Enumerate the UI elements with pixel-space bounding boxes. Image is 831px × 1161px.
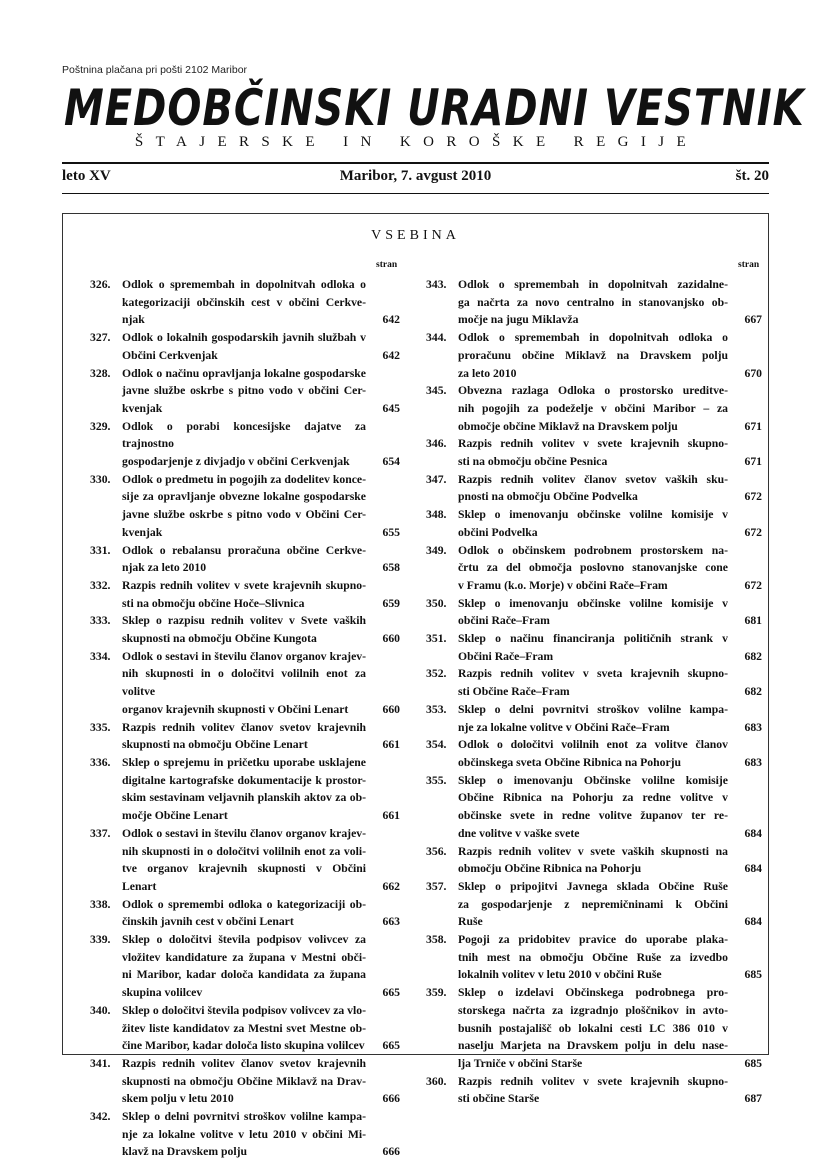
toc-entry-page: 684 <box>744 826 762 840</box>
toc-entry-line: storskega načrta za izgradnjo ploščnikov in avto- <box>458 1003 728 1017</box>
toc-entry-line: Odlok o spremembi odloka o kategorizaciji ob- <box>122 897 366 911</box>
toc-entry[interactable] <box>426 382 762 435</box>
toc-entry[interactable] <box>426 630 762 665</box>
toc-entry-line: ga načrta za novo centralno in stanovanjsko ob- <box>458 295 728 309</box>
toc-entry-title <box>458 435 762 470</box>
toc-entry-line: tnih mest na območju Občine Ruše za izvedbo <box>458 950 728 964</box>
toc-entry[interactable] <box>426 506 762 541</box>
toc-entry-number: 356. <box>426 844 447 858</box>
toc-entry-line: tve organov krajevnih skupnosti v Občini Lenart <box>122 862 366 893</box>
toc-entry[interactable] <box>426 595 762 630</box>
toc-right-column <box>426 276 762 1108</box>
toc-entry-line: Sklep o delni povrnitvi stroškov volilne kampa- <box>458 702 728 716</box>
toc-entry[interactable] <box>426 931 762 984</box>
toc-entry-page: 662 <box>382 879 400 893</box>
toc-entry-line: Odlok o sestavi in številu članov organov krajev- <box>122 826 366 840</box>
toc-entry[interactable] <box>426 542 762 595</box>
toc-entry-number: 338. <box>90 897 111 911</box>
toc-entry-number: 358. <box>426 933 447 947</box>
toc-entry-line: žitev liste kandidatov za Mestni svet Mestne ob- <box>122 1021 366 1035</box>
publication-title: MEDOBČINSKI URADNI VESTNIK <box>64 80 805 138</box>
top-rule <box>62 162 769 164</box>
toc-entry-page: 661 <box>382 738 400 752</box>
toc-entry-number: 330. <box>90 472 111 486</box>
toc-entry-number: 329. <box>90 419 111 433</box>
toc-entry-number: 337. <box>90 826 111 840</box>
toc-entry-number: 350. <box>426 596 447 610</box>
toc-entry-title <box>122 825 400 896</box>
bottom-rule <box>62 193 769 194</box>
publication-subtitle: ŠTAJERSKE IN KOROŠKE REGIJE <box>134 134 699 150</box>
toc-entry-page: 671 <box>744 419 762 433</box>
toc-entry-title <box>122 896 400 931</box>
toc-entry-line: skupina volilcev <box>122 986 203 1000</box>
toc-entry-number: 359. <box>426 986 447 1000</box>
toc-entry-line: pnosti na območju Občine Podvelka <box>458 490 638 504</box>
toc-entry-title <box>122 719 400 754</box>
toc-entry-line: nih pogojih za podeželje v občini Maribor – za <box>458 401 728 415</box>
toc-entry-line: Pogoji za pridobitev pravice do uporabe plaka- <box>458 933 728 947</box>
toc-entry-line: območju Občine Ribnica na Pohorju <box>458 862 642 876</box>
toc-entry-number: 343. <box>426 278 447 291</box>
toc-entry-number: 339. <box>90 933 111 947</box>
toc-entry-page: 660 <box>382 702 400 716</box>
toc-entry[interactable] <box>92 754 400 825</box>
toc-entry-line: Sklep o imenovanju Občinske volilne komisije <box>458 773 728 787</box>
toc-entry-line: za leto 2010 <box>458 366 517 380</box>
toc-entry-line: dne volitve v vaške svete <box>458 826 580 840</box>
toc-entry-line: Sklep o načinu financiranja političnih strank v <box>458 632 728 646</box>
toc-entry-page: 666 <box>382 1145 400 1159</box>
toc-entry-line: činskih javnih cest v občini Lenart <box>122 915 294 929</box>
toc-entry-line: kvenjak <box>122 401 163 415</box>
toc-entry-page: 683 <box>744 755 762 769</box>
toc-entry-line: Odlok o rebalansu proračuna občine Cerkve- <box>122 543 366 557</box>
toc-entry-line: občini Podvelka <box>458 525 538 539</box>
volume-year: leto XV <box>62 168 111 184</box>
toc-entry[interactable] <box>426 878 762 931</box>
toc-entry-line: sti na območju občine Pesnica <box>458 455 608 469</box>
toc-entry-line: Sklep o imenovanju občinske volilne komisije v <box>458 508 728 522</box>
toc-entry-number: 357. <box>426 879 447 893</box>
toc-entry[interactable] <box>92 719 400 754</box>
toc-entry-page: 682 <box>744 685 762 699</box>
toc-entry-title <box>458 382 762 435</box>
toc-entry-title <box>458 772 762 843</box>
toc-entry-line: Sklep o sprejemu in pričetku uporabe usklajene <box>122 755 366 769</box>
toc-entry-line: Občine Ribnica na Pohorju za redne volitve v <box>458 791 728 805</box>
toc-entry-number: 353. <box>426 702 447 716</box>
toc-entry-line: Sklep o razpisu rednih volitev v Svete vaških <box>122 614 366 628</box>
toc-heading: VSEBINA <box>371 228 460 243</box>
toc-entry-page: 642 <box>382 313 400 327</box>
toc-entry[interactable] <box>92 365 400 418</box>
toc-entry-page: 672 <box>744 490 762 504</box>
toc-entry-line: kvenjak <box>122 525 163 539</box>
toc-entry-line: sti na območju občine Hoče–Slivnica <box>122 596 305 610</box>
toc-entry[interactable] <box>92 1108 400 1161</box>
toc-entry-title <box>458 843 762 878</box>
toc-entry-title <box>458 984 762 1073</box>
toc-entry[interactable] <box>92 329 400 364</box>
toc-entry-title <box>458 506 762 541</box>
toc-entry[interactable] <box>92 1002 400 1055</box>
toc-entry-title <box>122 329 400 364</box>
toc-entry-title <box>122 542 400 577</box>
toc-entry[interactable] <box>92 276 400 329</box>
toc-entry-line: Sklep o delni povrnitvi stroškov volilne kampa- <box>122 1110 366 1124</box>
toc-entry-line: klavž na Dravskem polju <box>122 1145 248 1159</box>
toc-entry-number: 354. <box>426 738 447 752</box>
toc-entry-page: 645 <box>382 401 400 415</box>
toc-entry[interactable] <box>426 435 762 470</box>
toc-entry-page: 666 <box>382 1092 400 1106</box>
toc-entry-page: 654 <box>382 455 400 469</box>
toc-entry-number: 349. <box>426 543 447 557</box>
toc-entry-title <box>122 418 400 471</box>
toc-entry-title <box>122 276 400 329</box>
toc-entry[interactable] <box>92 648 400 719</box>
toc-entry-line: sti občine Starše <box>458 1092 540 1106</box>
toc-entry-line: skupnosti na območju Občine Lenart <box>122 738 308 752</box>
toc-entry-line: digitalne kartografske dokumentacije k prostor- <box>122 773 366 787</box>
toc-entry-number: 333. <box>90 614 111 628</box>
toc-entry-number: 360. <box>426 1074 447 1088</box>
toc-entry-line: za gospodarjenje z nepremičninami k Občini <box>458 897 728 911</box>
toc-entry-page: 665 <box>382 986 400 1000</box>
toc-entry-page: 667 <box>744 313 762 327</box>
toc-entry-line: Razpis rednih volitev članov svetov krajevnih <box>122 1056 366 1070</box>
toc-entry-line: občinskega sveta Občine Ribnica na Pohorju <box>458 755 682 769</box>
page-column-label-left: stran <box>376 260 398 270</box>
toc-entry[interactable] <box>92 931 400 1002</box>
toc-entry-page: 685 <box>744 968 762 982</box>
toc-entry-number: 326. <box>90 278 111 291</box>
toc-entry-line: Odlok o predmetu in pogojih za dodelitev konce- <box>122 472 366 486</box>
toc-entry-line: ni Maribor, kadar določa kandidata za župana <box>122 968 366 982</box>
toc-entry-line: Razpis rednih volitev v svete vaških skupnosti na <box>458 844 728 858</box>
toc-entry-line: Ruše <box>458 915 483 929</box>
toc-entry-line: Razpis rednih volitev v svete krajevnih skupno- <box>458 437 728 451</box>
toc-entry-line: Odlok o načinu opravljanja lokalne gospodarske <box>122 366 366 380</box>
toc-entry-line: njak <box>122 313 145 327</box>
toc-entry-page: 682 <box>744 649 762 663</box>
toc-left-column <box>92 276 400 1161</box>
toc-entry-page: 687 <box>744 1092 762 1106</box>
toc-entry-line: nje za lokalne volitve v Občini Rače–Fram <box>458 720 670 734</box>
toc-entry-page: 660 <box>382 632 400 646</box>
toc-entry-line: Razpis rednih volitev članov svetov vaških sku- <box>458 472 728 486</box>
toc-entry[interactable] <box>426 736 762 771</box>
toc-entry[interactable] <box>426 329 762 382</box>
toc-entry-title <box>458 878 762 931</box>
toc-entry-title <box>122 612 400 647</box>
toc-entry[interactable] <box>426 1073 762 1108</box>
toc-entry-line: lja Trniče v občini Starše <box>458 1056 583 1070</box>
toc-entry-line: Odlok o spremembah in dopolnitvah zazidalne- <box>458 278 728 291</box>
toc-entry-line: gospodarjenje z divjadjo v občini Cerkvenjak <box>122 455 350 469</box>
toc-entry-page: 685 <box>744 1056 762 1070</box>
toc-entry-number: 327. <box>90 331 111 345</box>
toc-entry-title <box>458 542 762 595</box>
toc-entry-line: Sklep o pripojitvi Javnega sklada Občine Ruše <box>458 879 728 893</box>
toc-entry-line: Sklep o določitvi števila podpisov volivcev za <box>122 933 366 947</box>
toc-entry[interactable] <box>92 1055 400 1108</box>
toc-entry-title <box>458 471 762 506</box>
toc-entry-title <box>122 1055 400 1108</box>
toc-entry-line: močje na jugu Miklavža <box>458 313 579 327</box>
toc-entry-line: Sklep o določitvi števila podpisov volivcev za vlo- <box>122 1003 366 1017</box>
toc-entry-title <box>458 736 762 771</box>
toc-entry-line: Odlok o porabi koncesijske dajatve za trajnostno <box>122 419 366 451</box>
toc-entry-number: 342. <box>90 1110 111 1124</box>
toc-entry-line: skem polju v letu 2010 <box>122 1092 234 1106</box>
toc-entry-number: 351. <box>426 632 447 646</box>
toc-entry[interactable] <box>92 471 400 542</box>
toc-entry-line: čine Maribor, kadar določa listo skupina volilcev <box>122 1039 365 1053</box>
toc-entry-number: 328. <box>90 366 111 380</box>
toc-entry-title <box>458 665 762 700</box>
toc-entry-line: močje Občine Lenart <box>122 809 228 823</box>
toc-entry[interactable] <box>92 542 400 577</box>
toc-entry-line: organov krajevnih skupnosti v Občini Lenart <box>122 702 349 716</box>
toc-entry-page: 671 <box>744 455 762 469</box>
toc-entry-line: nih skupnosti in o določitvi volilnih enot za voli- <box>122 844 366 858</box>
toc-entry-title <box>458 595 762 630</box>
toc-entry-title <box>122 1002 400 1055</box>
toc-entry-line: Odlok o spremembah in dopolnitvah odloka o <box>122 278 366 291</box>
toc-entry-line: kategorizaciji občinskih cest v občini Cerkve- <box>122 295 366 309</box>
toc-entry[interactable] <box>426 701 762 736</box>
toc-entry-title <box>458 329 762 382</box>
toc-entry-number: 331. <box>90 543 111 557</box>
issue-meta <box>62 168 769 190</box>
toc-entry-title <box>122 648 400 719</box>
toc-entry-line: busnih postajališč ob lokalni cesti LC 386 010 v <box>458 1021 728 1035</box>
toc-entry-line: sti Občine Rače–Fram <box>458 685 570 699</box>
toc-entry-page: 655 <box>382 525 400 539</box>
toc-entry-number: 340. <box>90 1003 111 1017</box>
toc-entry-line: Sklep o imenovanju občinske volilne komisije v <box>458 596 728 610</box>
toc-entry-line: sije za opravljanje obvezne lokalne gospodarske <box>122 490 366 504</box>
toc-entry-line: Razpis rednih volitev v svete krajevnih skupno- <box>458 1074 728 1088</box>
toc-entry-page: 661 <box>382 809 400 823</box>
toc-entry-title <box>458 1073 762 1108</box>
toc-entry-page: 659 <box>382 596 400 610</box>
toc-entry-page: 672 <box>744 578 762 592</box>
toc-entry-line: območje občine Miklavž na Dravskem polju <box>458 419 678 433</box>
toc-entry-line: Razpis rednih volitev v sveta krajevnih skupno- <box>458 667 728 681</box>
toc-entry-line: Odlok o sestavi in številu članov organov krajev- <box>122 649 366 663</box>
toc-entry-title <box>122 577 400 612</box>
toc-entry-number: 345. <box>426 384 447 398</box>
toc-entry-number: 347. <box>426 472 447 486</box>
page-column-label-right: stran <box>738 260 760 270</box>
toc-entry[interactable] <box>92 577 400 612</box>
toc-entry-page: 670 <box>744 366 762 380</box>
issue-number: št. 20 <box>735 168 769 184</box>
toc-entry[interactable] <box>92 825 400 896</box>
toc-entry-number: 352. <box>426 667 447 681</box>
toc-entry-line: Občini Rače–Fram <box>458 649 554 663</box>
toc-entry-number: 334. <box>90 649 111 663</box>
toc-entry-page: 684 <box>744 915 762 929</box>
postage-note: Poštnina plačana pri pošti 2102 Maribor <box>62 64 248 76</box>
toc-entry-number: 348. <box>426 508 447 522</box>
toc-entry-line: skim sestavinam veljavnih planskih aktov za ob- <box>122 791 366 805</box>
toc-entry-page: 684 <box>744 862 762 876</box>
toc-entry-line: Odlok o določitvi volilnih enot za volitve članov <box>458 738 728 752</box>
toc-entry-line: nje za lokalne volitve v letu 2010 v občini Mi- <box>122 1127 366 1141</box>
toc-entry[interactable] <box>426 843 762 878</box>
toc-entry[interactable] <box>92 418 400 471</box>
toc-entry-line: občinske svete in redne volitve županov ter re- <box>458 809 728 823</box>
toc-entry-line: Odlok o spremembah in dopolnitvah odloka o <box>458 331 728 345</box>
toc-entry-line: Odlok o lokalnih gospodarskih javnih službah v <box>122 331 366 345</box>
toc-entry[interactable] <box>426 665 762 700</box>
toc-entry-page: 642 <box>382 348 400 362</box>
toc-entry-page: 658 <box>382 561 400 575</box>
toc-entry-line: nih skupnosti in o določitvi volilnih enot za volitve <box>122 667 366 699</box>
toc-entry-number: 336. <box>90 755 111 769</box>
toc-entry-title <box>122 365 400 418</box>
toc-entry-line: Sklep o izdelavi Občinskega podrobnega pro- <box>458 986 728 1000</box>
toc-entry-line: skupnosti na območju Občine Miklavž na Drav- <box>122 1074 366 1088</box>
toc-entry-page: 665 <box>382 1039 400 1053</box>
toc-entry-page: 681 <box>744 614 762 628</box>
toc-entry-title <box>122 471 400 542</box>
toc-entry-line: Razpis rednih volitev članov svetov krajevnih <box>122 720 366 734</box>
toc-entry-line: Odlok o občinskem podrobnem prostorskem na- <box>458 543 728 557</box>
toc-entry-line: občini Rače–Fram <box>458 614 550 628</box>
toc-entry[interactable] <box>92 896 400 931</box>
toc-entry[interactable] <box>426 984 762 1073</box>
toc-entry-page: 683 <box>744 720 762 734</box>
toc-entry-title <box>122 754 400 825</box>
toc-entry-number: 335. <box>90 720 111 734</box>
issue-date: Maribor, 7. avgust 2010 <box>339 168 492 184</box>
toc-entry-line: javne službe oskrbe s pitno vodo v občini Cer- <box>122 384 366 398</box>
toc-entry-number: 355. <box>426 773 447 787</box>
toc-entry-number: 344. <box>426 331 447 345</box>
toc-entry[interactable] <box>426 772 762 843</box>
toc-entry-line: Obvezna razlaga Odloka o prostorsko ureditve- <box>458 384 728 398</box>
toc-entry-title <box>458 276 762 329</box>
toc-entry[interactable] <box>426 471 762 506</box>
toc-entry-page: 663 <box>382 915 400 929</box>
toc-entry-line: črtu za del območja poslovno stanovanjske cone <box>458 561 728 575</box>
toc-entry-number: 332. <box>90 578 111 592</box>
toc-entry[interactable] <box>92 612 400 647</box>
toc-entry-page: 672 <box>744 525 762 539</box>
toc-entry-title <box>122 931 400 1002</box>
toc-entry-line: naselju Marjeta na Dravskem polju in delu nase- <box>458 1039 728 1053</box>
toc-entry-number: 346. <box>426 437 447 451</box>
toc-entry-line: javne službe oskrbe s pitno vodo v Občini Cer- <box>122 508 366 522</box>
toc-entry[interactable] <box>426 276 762 329</box>
toc-entry-title <box>458 931 762 984</box>
toc-entry-line: njak za leto 2010 <box>122 561 207 575</box>
toc-entry-line: lokalnih volitev v letu 2010 v občini Ruše <box>458 968 662 982</box>
toc-entry-line: skupnosti na območju Občine Kungota <box>122 632 317 646</box>
toc-entry-line: v Framu (k.o. Morje) v občini Rače–Fram <box>458 578 668 592</box>
toc-entry-number: 341. <box>90 1056 111 1070</box>
toc-entry-line: proračunu občine Miklavž na Dravskem polju <box>458 348 728 362</box>
toc-entry-line: Občini Cerkvenjak <box>122 348 218 362</box>
toc-entry-title <box>458 701 762 736</box>
toc-entry-title <box>458 630 762 665</box>
toc-entry-line: Razpis rednih volitev v svete krajevnih skupno- <box>122 578 366 592</box>
toc-entry-title <box>122 1108 400 1161</box>
toc-entry-line: vložitev kandidature za župana v Mestni obči- <box>122 950 366 964</box>
